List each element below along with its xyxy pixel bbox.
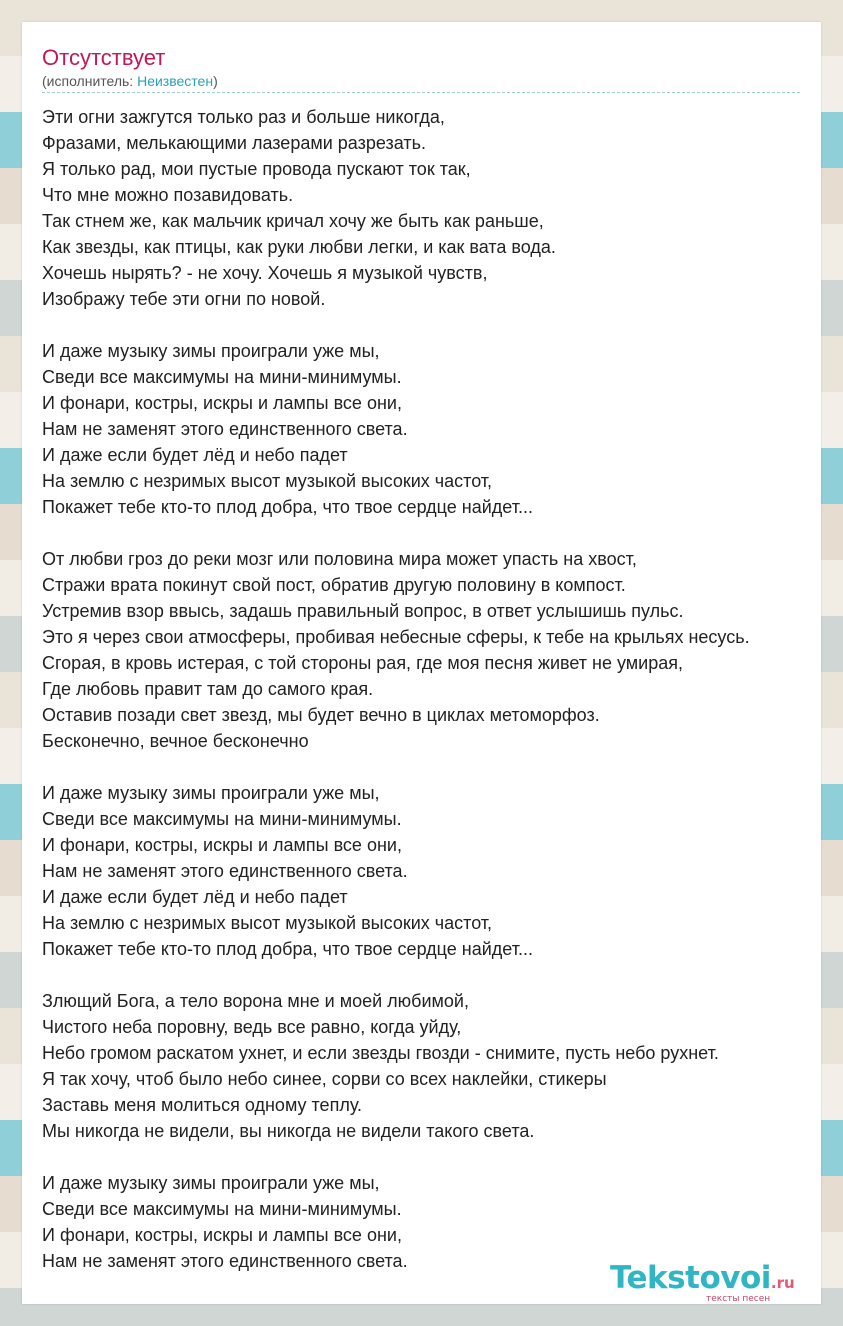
lyric-line: Оставив позади свет звезд, мы будет вечно в циклах метоморфоз. — [42, 705, 600, 725]
lyric-line: Сведи все максимумы на мини-минимумы. — [42, 809, 402, 829]
lyric-line: Заставь меня молиться одному теплу. — [42, 1095, 363, 1115]
lyric-line: И фонари, костры, искры и лампы все они, — [42, 393, 402, 413]
lyric-line: И фонари, костры, искры и лампы все они, — [42, 835, 402, 855]
lyric-line: Покажет тебе кто-то плод добра, что твое сердце найдет... — [42, 939, 533, 959]
lyric-line: Как звезды, как птицы, как руки любви легки, и как вата вода. — [42, 237, 556, 257]
lyric-line: Чистого неба поровну, ведь все равно, когда уйду, — [42, 1017, 462, 1037]
lyric-line: Небо громом раскатом ухнет, и если звезды гвозди - снимите, пусть небо рухнет. — [42, 1043, 719, 1063]
lyric-line: Я так хочу, чтоб было небо синее, сорви со всех наклейки, стикеры — [42, 1069, 607, 1089]
artist-prefix: (исполнитель: — [42, 73, 138, 89]
lyric-line: И даже если будет лёд и небо падет — [42, 887, 348, 907]
stanza-gap — [42, 962, 842, 988]
lyric-line: Сгорая, в кровь истерая, с той стороны рая, где моя песня живет не умирая, — [42, 653, 683, 673]
song-title: Отсутствует — [42, 45, 166, 70]
lyric-line: И фонари, костры, искры и лампы все они, — [42, 1225, 402, 1245]
song-artist-line — [42, 73, 218, 89]
lyric-line: Нам не заменят этого единственного света. — [42, 1251, 408, 1271]
lyric-line: Нам не заменят этого единственного света. — [42, 861, 408, 881]
site-logo[interactable] — [610, 1260, 820, 1308]
artist-link[interactable]: Неизвестен — [137, 73, 214, 89]
lyrics-card — [22, 22, 821, 1304]
lyric-line: На землю с незримых высот музыкой высоких частот, — [42, 471, 493, 491]
lyric-line: От любви гроз до реки мозг или половина мира может упасть на хвост, — [42, 549, 637, 569]
lyric-line: Сведи все максимумы на мини-минимумы. — [42, 367, 402, 387]
logo-tld: .ru — [770, 1274, 795, 1292]
lyric-line: Изображу тебе эти огни по новой. — [42, 289, 326, 309]
lyric-line: Стражи врата покинут свой пост, обратив другую половину в компост. — [42, 575, 626, 595]
lyric-line: Злющий Бога, а тело ворона мне и моей любимой, — [42, 991, 469, 1011]
lyric-line: На землю с незримых высот музыкой высоких частот, — [42, 913, 493, 933]
lyric-line: Покажет тебе кто-то плод добра, что твое сердце найдет... — [42, 497, 533, 517]
lyrics-text — [42, 104, 842, 1274]
header-divider — [42, 92, 800, 93]
stanza-gap — [42, 312, 842, 338]
lyric-line: Бесконечно, вечное бесконечно — [42, 731, 309, 751]
lyric-line: Я только рад, мои пустые провода пускают ток так, — [42, 159, 471, 179]
lyric-line: Где любовь правит там до самого края. — [42, 679, 374, 699]
lyric-line: Мы никогда не видели, вы никогда не видели такого света. — [42, 1121, 535, 1141]
lyric-line: Хочешь нырять? - не хочу. Хочешь я музыкой чувств, — [42, 263, 488, 283]
lyric-line: Это я через свои атмосферы, пробивая небесные сферы, к тебе на крыльях несусь. — [42, 627, 750, 647]
logo-brand: Tekstovoi — [610, 1260, 771, 1296]
lyric-line: Нам не заменят этого единственного света. — [42, 419, 408, 439]
lyric-line: И даже музыку зимы проиграли уже мы, — [42, 341, 380, 361]
lyric-line: И даже если будет лёд и небо падет — [42, 445, 348, 465]
stanza-gap — [42, 754, 842, 780]
lyric-line: И даже музыку зимы проиграли уже мы, — [42, 1173, 380, 1193]
lyric-line: Сведи все максимумы на мини-минимумы. — [42, 1199, 402, 1219]
lyric-line: Устремив взор ввысь, задашь правильный вопрос, в ответ услышишь пульс. — [42, 601, 684, 621]
lyric-line: Что мне можно позавидовать. — [42, 185, 294, 205]
lyric-line: Фразами, мелькающими лазерами разрезать. — [42, 133, 426, 153]
stanza-gap — [42, 1144, 842, 1170]
lyric-line: Так стнем же, как мальчик кричал хочу же быть как раньше, — [42, 211, 544, 231]
artist-suffix: ) — [213, 73, 218, 89]
lyric-line: Эти огни зажгутся только раз и больше никогда, — [42, 107, 445, 127]
stanza-gap — [42, 520, 842, 546]
lyric-line: И даже музыку зимы проиграли уже мы, — [42, 783, 380, 803]
logo-tagline: тексты песен — [706, 1294, 771, 1304]
